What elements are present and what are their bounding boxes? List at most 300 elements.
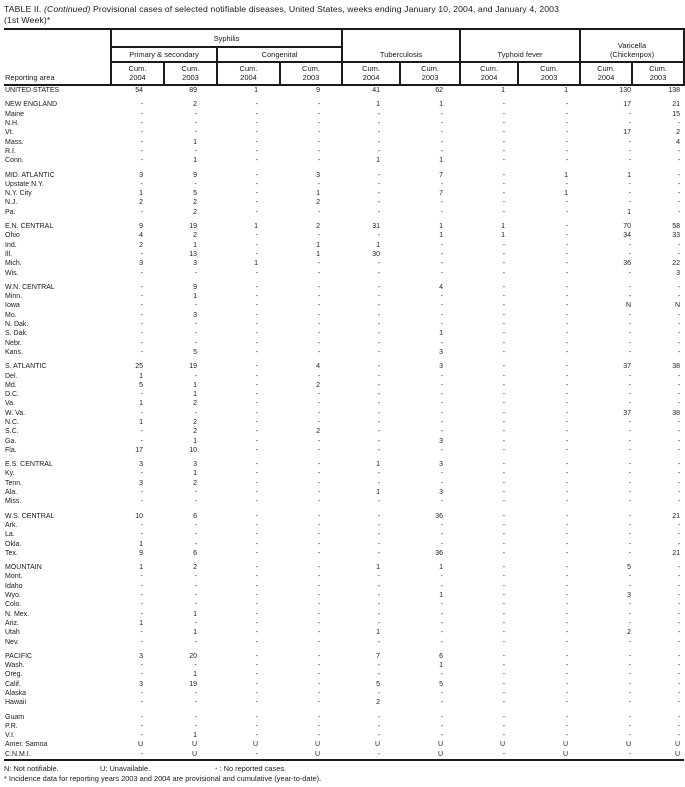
- value-cell: 1: [439, 101, 444, 109]
- reporting-area-cell: Wash.: [5, 662, 25, 670]
- value-cell: -: [565, 699, 569, 707]
- value-cell: -: [377, 582, 381, 590]
- reporting-area-cell: Guam: [5, 713, 25, 721]
- value-cell: -: [565, 680, 569, 688]
- value-cell: -: [194, 120, 197, 128]
- reporting-area-cell: Kans.: [5, 348, 23, 356]
- value-cell: -: [317, 470, 321, 478]
- value-cell: -: [628, 601, 632, 609]
- value-cell: -: [565, 489, 569, 497]
- reporting-area-cell: MOUNTAIN: [5, 564, 42, 572]
- value-cell: -: [140, 269, 143, 277]
- value-cell: -: [502, 573, 506, 581]
- value-cell: -: [377, 713, 381, 721]
- value-cell: -: [317, 722, 321, 730]
- value-cell: -: [440, 250, 444, 258]
- value-cell: -: [317, 601, 321, 609]
- value-cell: 1: [439, 157, 444, 165]
- value-cell: -: [440, 391, 444, 399]
- table-row: [4, 572, 684, 581]
- value-cell: -: [440, 147, 444, 155]
- value-cell: 138: [668, 87, 681, 95]
- value-cell: -: [565, 549, 569, 557]
- value-cell: -: [255, 283, 258, 291]
- value-cell: -: [377, 671, 381, 679]
- value-cell: -: [565, 540, 569, 548]
- col-group-tuberculosis: Tuberculosis: [342, 29, 460, 62]
- value-cell: -: [677, 461, 681, 469]
- value-cell: -: [140, 699, 143, 707]
- value-cell: 5: [627, 564, 632, 572]
- value-cell: 1: [193, 671, 197, 679]
- reporting-area-cell: V.I.: [5, 732, 15, 740]
- value-cell: -: [317, 321, 321, 329]
- value-cell: -: [565, 348, 569, 356]
- value-cell: -: [377, 619, 381, 627]
- value-cell: -: [377, 470, 381, 478]
- table-row: [4, 427, 684, 436]
- value-cell: -: [628, 199, 632, 207]
- value-cell: -: [565, 732, 569, 740]
- value-cell: -: [502, 680, 506, 688]
- value-cell: -: [255, 381, 258, 389]
- table-row: [4, 512, 684, 521]
- value-cell: 1: [254, 87, 258, 95]
- value-cell: 2: [316, 223, 321, 231]
- value-cell: -: [317, 208, 321, 216]
- value-cell: -: [255, 732, 258, 740]
- col-header-cum-6: Cum. 2004: [460, 62, 518, 85]
- value-cell: -: [317, 138, 321, 146]
- value-cell: -: [255, 199, 258, 207]
- value-cell: -: [677, 391, 681, 399]
- table-row: [4, 372, 684, 381]
- value-cell: -: [677, 208, 681, 216]
- value-cell: 54: [135, 87, 143, 95]
- value-cell: 6: [439, 652, 444, 660]
- value-cell: -: [565, 339, 569, 347]
- value-cell: -: [317, 293, 321, 301]
- value-cell: -: [440, 110, 444, 118]
- col-header-cum-0: Cum. 2004: [111, 62, 164, 85]
- value-cell: -: [502, 147, 506, 155]
- value-cell: -: [440, 260, 444, 268]
- value-cell: -: [194, 409, 197, 417]
- value-cell: -: [317, 610, 321, 618]
- reporting-area-cell: S. Dak.: [5, 330, 28, 338]
- value-cell: -: [502, 363, 506, 371]
- value-cell: -: [677, 722, 681, 730]
- col-header-cum-5: Cum. 2003: [400, 62, 460, 85]
- value-cell: -: [565, 129, 569, 137]
- value-cell: -: [502, 110, 506, 118]
- value-cell: -: [377, 409, 381, 417]
- value-cell: -: [255, 171, 258, 179]
- value-cell: 1: [139, 564, 143, 572]
- table-row: [4, 320, 684, 329]
- value-cell: -: [377, 129, 381, 137]
- value-cell: -: [255, 418, 258, 426]
- value-cell: 9: [316, 87, 321, 95]
- value-cell: -: [194, 110, 197, 118]
- table-row: [4, 339, 684, 348]
- col-header-cum-8: Cum. 2004: [580, 62, 632, 85]
- value-cell: 21: [672, 512, 681, 520]
- reporting-area-cell: Okla.: [5, 540, 22, 548]
- value-cell: -: [194, 713, 197, 721]
- header-row-groups: [4, 29, 684, 47]
- value-cell: 3: [627, 592, 632, 600]
- value-cell: -: [317, 662, 321, 670]
- value-cell: 19: [189, 223, 197, 231]
- value-cell: -: [255, 722, 258, 730]
- reporting-area-cell: MID. ATLANTIC: [5, 171, 55, 179]
- value-cell: -: [317, 120, 321, 128]
- title-rest: Provisional cases of selected notifiable diseases, United States, weeks ending January 10, 2004, and January 4, 2003: [90, 4, 560, 14]
- value-cell: -: [628, 610, 632, 618]
- value-cell: -: [677, 418, 681, 426]
- value-cell: -: [317, 269, 321, 277]
- table-row: [4, 301, 684, 310]
- table-row: [4, 628, 684, 637]
- reporting-area-cell: Ill.: [5, 250, 12, 258]
- footnote-incidence: * Incidence data for reporting years 2003 and 2004 are provisional and cumulative (year-to-date).: [4, 773, 322, 783]
- table-row: [4, 713, 684, 722]
- value-cell: -: [628, 339, 632, 347]
- value-cell: -: [255, 750, 258, 758]
- value-cell: -: [565, 110, 569, 118]
- value-cell: -: [255, 391, 258, 399]
- value-cell: -: [628, 498, 632, 506]
- title-line-1: [4, 4, 681, 15]
- value-cell: -: [677, 470, 681, 478]
- value-cell: -: [255, 147, 258, 155]
- value-cell: -: [565, 250, 569, 258]
- value-cell: -: [440, 479, 444, 487]
- value-cell: 3: [139, 260, 143, 268]
- value-cell: -: [440, 573, 444, 581]
- value-cell: -: [565, 470, 569, 478]
- value-cell: -: [502, 180, 506, 188]
- value-cell: -: [628, 671, 632, 679]
- value-cell: -: [377, 391, 381, 399]
- value-cell: 2: [627, 629, 632, 637]
- value-cell: -: [255, 479, 258, 487]
- legend-no-reported-cases: - : No reported cases.: [215, 764, 287, 774]
- reporting-area-cell: Nebr.: [5, 339, 22, 347]
- value-cell: 1: [193, 157, 197, 165]
- value-cell: -: [502, 311, 506, 319]
- col-header-cum-3: Cum. 2003: [280, 62, 342, 85]
- value-cell: -: [194, 129, 197, 137]
- value-cell: 3: [139, 479, 143, 487]
- value-cell: -: [502, 470, 506, 478]
- value-cell: -: [255, 110, 258, 118]
- value-cell: -: [677, 400, 681, 408]
- value-cell: 1: [316, 190, 321, 198]
- value-cell: -: [194, 592, 197, 600]
- table-row: [4, 600, 684, 609]
- value-cell: -: [677, 489, 681, 497]
- value-cell: -: [255, 690, 258, 697]
- value-cell: -: [677, 437, 681, 445]
- value-cell: -: [140, 592, 143, 600]
- value-cell: -: [628, 573, 632, 581]
- value-cell: -: [140, 339, 143, 347]
- value-cell: -: [502, 662, 506, 670]
- value-cell: 9: [193, 171, 197, 179]
- value-cell: -: [565, 512, 569, 520]
- value-cell: -: [255, 129, 258, 137]
- value-cell: 3: [139, 461, 143, 469]
- value-cell: 2: [139, 199, 143, 207]
- value-cell: 1: [139, 418, 143, 426]
- value-cell: -: [677, 671, 681, 679]
- value-cell: -: [440, 339, 444, 347]
- value-cell: -: [565, 223, 569, 231]
- value-cell: -: [565, 461, 569, 469]
- value-cell: -: [677, 180, 681, 188]
- value-cell: -: [194, 269, 197, 277]
- reporting-area-cell: N.Y. City: [5, 190, 32, 198]
- table-row: [4, 661, 684, 670]
- value-cell: -: [140, 302, 143, 310]
- value-cell: -: [140, 498, 143, 506]
- value-cell: -: [440, 269, 444, 277]
- reporting-area-cell: Tex.: [5, 549, 18, 557]
- value-cell: -: [677, 283, 681, 291]
- value-cell: 10: [189, 446, 197, 454]
- value-cell: 33: [672, 232, 681, 240]
- value-cell: 1: [139, 372, 143, 380]
- value-cell: -: [677, 699, 681, 707]
- value-cell: -: [377, 348, 381, 356]
- value-cell: -: [317, 372, 321, 380]
- table-row: [4, 399, 684, 408]
- value-cell: -: [502, 348, 506, 356]
- reporting-area-cell: PACIFIC: [5, 652, 33, 660]
- value-cell: -: [677, 629, 681, 637]
- value-cell: -: [502, 699, 506, 707]
- value-cell: -: [628, 138, 632, 146]
- value-cell: 3: [316, 171, 321, 179]
- value-cell: -: [377, 190, 381, 198]
- value-cell: -: [255, 190, 258, 198]
- reporting-area-cell: Vt.: [5, 129, 14, 137]
- value-cell: -: [255, 540, 258, 548]
- reporting-area-cell: Utah: [5, 629, 20, 637]
- value-cell: -: [377, 330, 381, 338]
- value-cell: -: [255, 699, 258, 707]
- table-row: [4, 283, 684, 292]
- value-cell: -: [565, 208, 569, 216]
- value-cell: -: [677, 531, 681, 539]
- reporting-area-cell: Del.: [5, 372, 18, 380]
- value-cell: -: [677, 348, 681, 356]
- value-cell: 1: [139, 540, 143, 548]
- value-cell: -: [255, 138, 258, 146]
- value-cell: -: [440, 400, 444, 408]
- value-cell: -: [565, 638, 569, 646]
- value-cell: -: [628, 391, 632, 399]
- value-cell: -: [440, 601, 444, 609]
- table-row: [4, 208, 684, 217]
- value-cell: -: [502, 269, 506, 277]
- value-cell: -: [628, 428, 632, 436]
- value-cell: -: [194, 372, 197, 380]
- reporting-area-cell: D.C.: [5, 391, 19, 399]
- value-cell: -: [628, 381, 632, 389]
- value-cell: -: [255, 629, 258, 637]
- value-cell: -: [255, 549, 258, 557]
- value-cell: 1: [193, 629, 197, 637]
- reporting-area-cell: Mich.: [5, 260, 22, 268]
- value-cell: -: [628, 461, 632, 469]
- value-cell: -: [377, 363, 381, 371]
- value-cell: -: [194, 302, 197, 310]
- value-cell: -: [628, 582, 632, 590]
- value-cell: 3: [439, 437, 444, 445]
- value-cell: -: [140, 147, 143, 155]
- value-cell: 1: [376, 629, 381, 637]
- value-cell: -: [317, 582, 321, 590]
- value-cell: -: [565, 418, 569, 426]
- reporting-area-cell: Maine: [5, 110, 25, 118]
- value-cell: -: [317, 101, 321, 109]
- reporting-area-header: Reporting area: [4, 29, 111, 85]
- value-cell: 31: [372, 223, 381, 231]
- value-cell: 2: [193, 428, 197, 436]
- value-cell: -: [255, 680, 258, 688]
- value-cell: -: [440, 582, 444, 590]
- col-subgroup-primary-secondary: Primary & secondary: [111, 47, 217, 62]
- value-cell: 37: [623, 363, 632, 371]
- value-cell: -: [565, 671, 569, 679]
- value-cell: -: [317, 690, 321, 697]
- value-cell: -: [194, 180, 197, 188]
- value-cell: -: [255, 157, 258, 165]
- varicella-label-line1: Varicella: [617, 41, 647, 50]
- value-cell: -: [377, 690, 381, 697]
- value-cell: -: [565, 330, 569, 338]
- value-cell: -: [502, 690, 506, 697]
- table-row: [4, 610, 684, 619]
- value-cell: -: [565, 498, 569, 506]
- value-cell: -: [565, 662, 569, 670]
- value-cell: -: [317, 461, 321, 469]
- reporting-area-cell: Ind.: [5, 241, 17, 249]
- value-cell: -: [502, 250, 506, 258]
- value-cell: -: [565, 652, 569, 660]
- value-cell: -: [194, 582, 197, 590]
- value-cell: -: [377, 722, 381, 730]
- value-cell: 1: [193, 732, 197, 740]
- value-cell: -: [628, 241, 632, 249]
- value-cell: -: [502, 750, 506, 758]
- value-cell: -: [502, 498, 506, 506]
- table-row: [4, 740, 684, 749]
- table-title: [0, 0, 685, 26]
- value-cell: 36: [435, 549, 444, 557]
- value-cell: -: [677, 428, 681, 436]
- value-cell: 7: [439, 171, 444, 179]
- value-cell: -: [502, 512, 506, 520]
- value-cell: -: [377, 638, 381, 646]
- table-row: [4, 85, 684, 95]
- value-cell: -: [628, 652, 632, 660]
- value-cell: -: [140, 610, 143, 618]
- value-cell: -: [140, 348, 143, 356]
- value-cell: 70: [623, 223, 632, 231]
- value-cell: -: [502, 592, 506, 600]
- value-cell: -: [502, 652, 506, 660]
- value-cell: -: [317, 498, 321, 506]
- value-cell: 9: [139, 223, 143, 231]
- value-cell: -: [565, 531, 569, 539]
- value-cell: -: [565, 269, 569, 277]
- reporting-area-cell: Va.: [5, 400, 15, 408]
- reporting-area-cell: W.S. CENTRAL: [5, 512, 55, 520]
- value-cell: -: [194, 601, 197, 609]
- value-cell: 1: [439, 330, 444, 338]
- value-cell: -: [628, 549, 632, 557]
- value-cell: -: [502, 138, 506, 146]
- value-cell: -: [565, 391, 569, 399]
- reporting-area-cell: Mo.: [5, 311, 17, 319]
- value-cell: -: [377, 283, 381, 291]
- value-cell: -: [628, 722, 632, 730]
- value-cell: 1: [501, 87, 506, 95]
- value-cell: U: [562, 741, 569, 749]
- value-cell: -: [194, 339, 197, 347]
- value-cell: -: [317, 110, 321, 118]
- value-cell: N: [674, 302, 681, 310]
- value-cell: -: [565, 120, 569, 128]
- value-cell: -: [255, 302, 258, 310]
- value-cell: 37: [623, 409, 632, 417]
- value-cell: -: [255, 208, 258, 216]
- value-cell: -: [628, 732, 632, 740]
- value-cell: U: [314, 741, 321, 749]
- value-cell: 1: [376, 564, 381, 572]
- value-cell: -: [255, 592, 258, 600]
- reporting-area-cell: Md.: [5, 381, 17, 389]
- value-cell: -: [377, 339, 381, 347]
- value-cell: 6: [193, 549, 197, 557]
- value-cell: -: [140, 573, 143, 581]
- reporting-area-cell: Calif.: [5, 680, 21, 688]
- table-row: [4, 731, 684, 740]
- value-cell: 1: [376, 241, 381, 249]
- table-row: [4, 698, 684, 707]
- table-header: [4, 29, 684, 85]
- value-cell: -: [565, 138, 569, 146]
- value-cell: -: [140, 582, 143, 590]
- value-cell: 1: [139, 400, 143, 408]
- value-cell: -: [440, 498, 444, 506]
- reporting-area-cell: Mass.: [5, 138, 24, 146]
- value-cell: -: [255, 619, 258, 627]
- value-cell: -: [255, 400, 258, 408]
- reporting-area-cell: Upstate N.Y.: [5, 180, 44, 188]
- value-cell: -: [502, 381, 506, 389]
- value-cell: 25: [135, 363, 143, 371]
- value-cell: 1: [439, 223, 444, 231]
- value-cell: -: [255, 293, 258, 301]
- table-row: [4, 722, 684, 731]
- value-cell: -: [565, 722, 569, 730]
- value-cell: -: [255, 713, 258, 721]
